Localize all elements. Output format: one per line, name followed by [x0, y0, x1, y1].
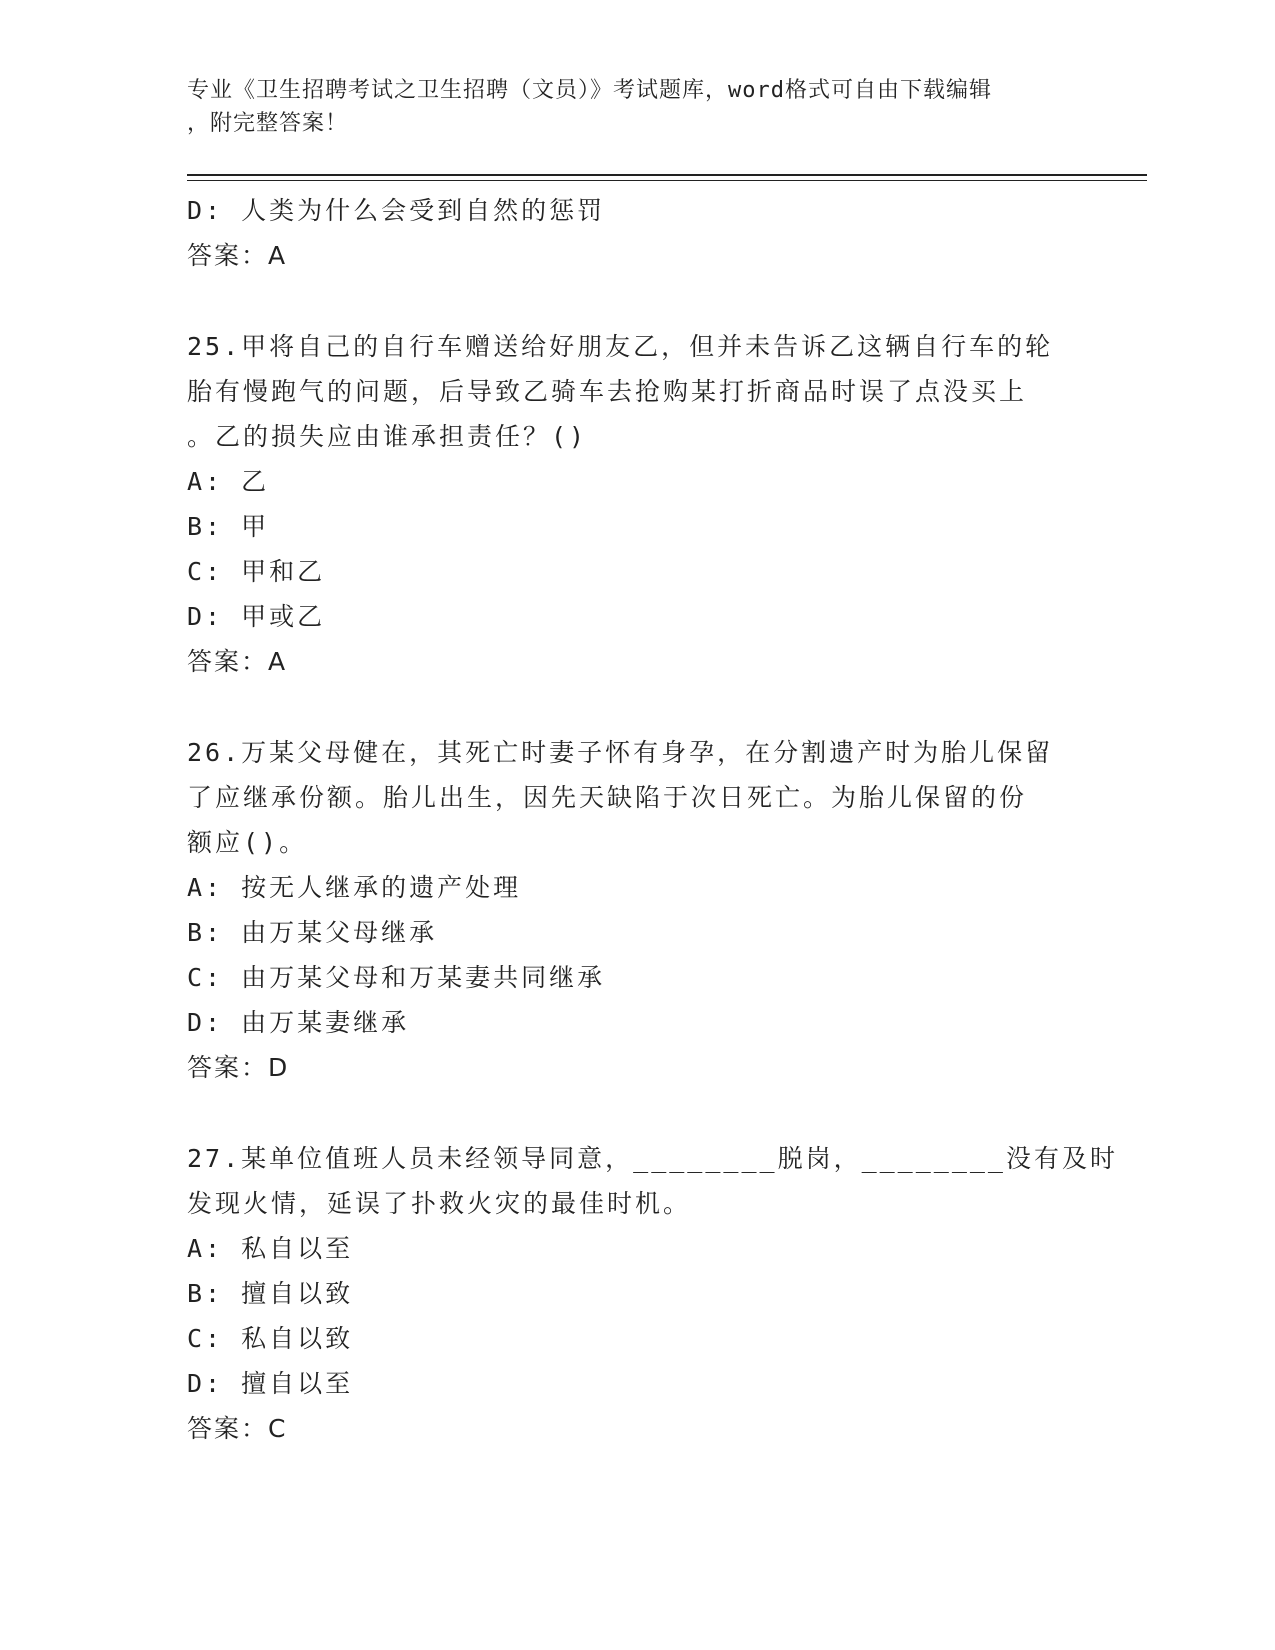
option-c: C: 由万某父母和万某妻共同继承 [187, 963, 606, 992]
question-27 [187, 1136, 1118, 1451]
question-stem-line: 发现火情，延误了扑救火灾的最佳时机。 [187, 1189, 692, 1218]
answer-line: 答案：D [187, 1053, 290, 1082]
option-c: C: 甲和乙 [187, 557, 326, 586]
question-stem-line: 26.万某父母健在，其死亡时妻子怀有身孕，在分割遗产时为胎儿保留 [187, 738, 1054, 767]
question-stem-line: 。乙的损失应由谁承担责任？() [187, 422, 588, 451]
question-26 [187, 730, 1067, 1090]
answer-line: 答案：A [187, 241, 288, 270]
spacer [187, 278, 1067, 324]
document-header [187, 74, 1067, 140]
question-25 [187, 324, 1067, 684]
question-stem-line: 25.甲将自己的自行车赠送给好朋友乙，但并未告诉乙这辆自行车的轮 [187, 332, 1054, 361]
option-d: D: 擅自以至 [187, 1369, 354, 1398]
question-stem-line: 了应继承份额。胎儿出生，因先天缺陷于次日死亡。为胎儿保留的份 [187, 783, 1028, 812]
option-a: A: 私自以至 [187, 1234, 354, 1263]
option-c: C: 私自以致 [187, 1324, 354, 1353]
option-d: D: 甲或乙 [187, 602, 326, 631]
option-a: A: 乙 [187, 467, 270, 496]
option-b: B: 擅自以致 [187, 1279, 354, 1308]
question-stem-line: 额应()。 [187, 828, 308, 857]
option-a: A: 按无人继承的遗产处理 [187, 873, 522, 902]
spacer [187, 1090, 1067, 1136]
option-d: D: 由万某妻继承 [187, 1008, 410, 1037]
header-line-1: 专业《卫生招聘考试之卫生招聘（文员）》考试题库，word格式可自由下载编辑 [187, 78, 992, 103]
option-d: D: 人类为什么会受到自然的惩罚 [187, 196, 606, 225]
question-content [187, 188, 1118, 1451]
option-b: B: 由万某父母继承 [187, 918, 438, 947]
header-line-2: ，附完整答案！ [187, 111, 349, 136]
question-stem-line: 胎有慢跑气的问题，后导致乙骑车去抢购某打折商品时误了点没买上 [187, 377, 1028, 406]
option-b: B: 甲 [187, 512, 270, 541]
header-rule-thick [187, 174, 1147, 176]
spacer [187, 684, 1067, 730]
question-stem-line: 27.某单位值班人员未经领导同意，________脱岗，________没有及时 [187, 1144, 1118, 1173]
answer-line: 答案：A [187, 647, 288, 676]
answer-line: 答案：C [187, 1414, 288, 1443]
header-rule-thin [187, 180, 1147, 181]
